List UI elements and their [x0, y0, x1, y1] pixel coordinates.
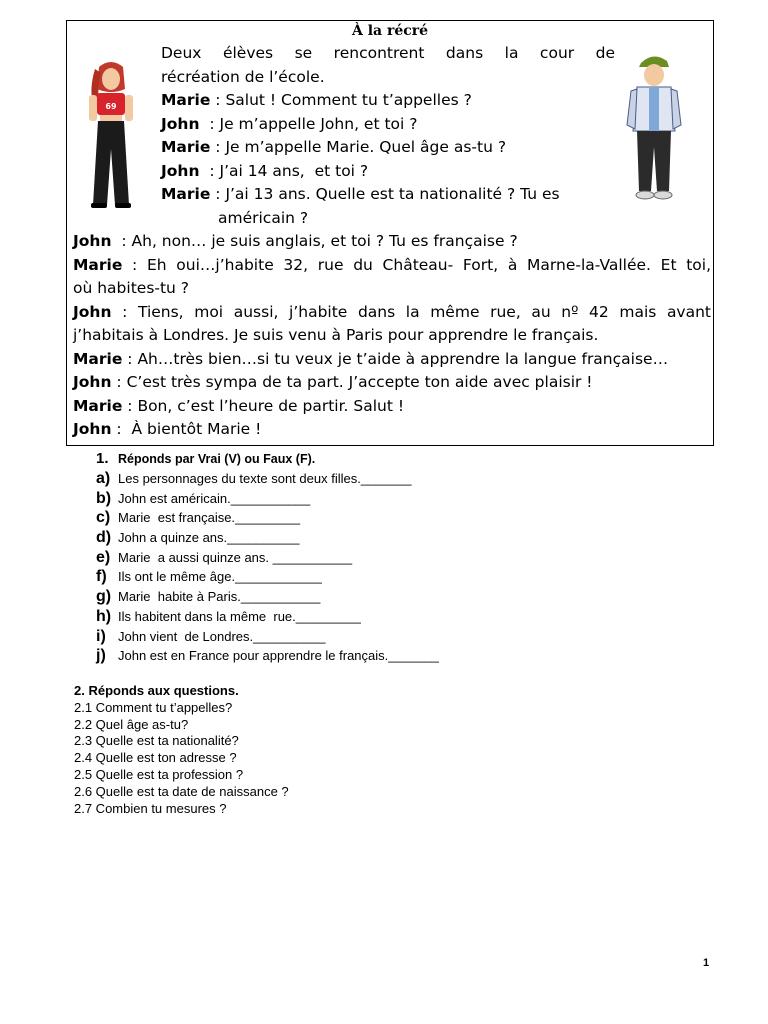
- page-number: 1: [703, 957, 710, 969]
- question-item: 2.4 Quelle est ton adresse ?: [74, 750, 237, 766]
- true-false-section: [96, 450, 439, 667]
- true-false-item: f) Ils ont le même âge.____________: [96, 568, 322, 586]
- dialogue-box: [66, 20, 714, 446]
- girl-shirt-number: 69: [105, 102, 117, 111]
- true-false-item: d) John a quinze ans.__________: [96, 529, 300, 547]
- dialogue-line: Marie : J’ai 13 ans. Quelle est ta nationalité ? Tu es: [161, 185, 560, 203]
- question-item: 2.2 Quel âge as-tu?: [74, 716, 189, 732]
- true-false-item: j) John est en France pour apprendre le français._______: [96, 647, 439, 665]
- girl-illustration: [85, 59, 137, 209]
- true-false-item: b) John est américain.___________: [96, 489, 311, 507]
- question-item: 2.7 Combien tu mesures ?: [74, 800, 227, 816]
- section-2-heading: 2. Réponds aux questions.: [74, 683, 239, 698]
- dialogue-line: Marie : Eh oui…j’habite 32, rue du Château- Fort, à Marne-la-Vallée. Et toi,: [73, 255, 712, 274]
- dialogue-line-continuation: où habites-tu ?: [73, 279, 190, 297]
- boy-trousers: [637, 131, 671, 191]
- girl-trousers: [93, 121, 129, 205]
- dialogue-line: Marie : Ah…très bien…si tu veux je t’aide à apprendre la langue française…: [73, 349, 669, 368]
- true-false-item: h) Ils habitent dans la même rue._________: [96, 607, 361, 625]
- question-item: 2.5 Quelle est ta profession ?: [74, 766, 244, 782]
- girl-face: [102, 68, 120, 90]
- true-false-item: g) Marie habite à Paris.___________: [96, 588, 321, 606]
- section-1-heading: 1. Réponds par Vrai (V) ou Faux (F).: [96, 450, 316, 467]
- dialogue-line-continuation: j’habitais à Londres. Je suis venu à Paris pour apprendre le français.: [73, 326, 599, 344]
- true-false-item: i) John vient de Londres.__________: [96, 627, 326, 645]
- dialogue-line: John : Je m’appelle John, et toi ?: [161, 114, 418, 133]
- true-false-item: c) Marie est française._________: [96, 509, 301, 527]
- dialogue-title: À la récré: [351, 23, 429, 39]
- dialogue-line: John : Ah, non… je suis anglais, et toi ? Tu es française ?: [73, 232, 518, 250]
- question-item: 2.3 Quelle est ta nationalité?: [74, 733, 239, 749]
- true-false-item: e) Marie a aussi quinze ans. ___________: [96, 548, 353, 566]
- dialogue-line: Marie : Bon, c’est l’heure de partir. Salut !: [73, 396, 405, 415]
- dialogue-line: Marie : Salut ! Comment tu t’appelles ?: [161, 91, 472, 109]
- dialogue-line: John : Tiens, moi aussi, j’habite dans la même rue, au nº 42 mais avant: [73, 302, 712, 321]
- dialogue-line: John : C’est très sympa de ta part. J’accepte ton aide avec plaisir !: [73, 373, 593, 391]
- dialogue-line: John : J’ai 14 ans, et toi ?: [161, 161, 369, 180]
- intro-line-1: Deux élèves se rencontrent dans la cour de: [161, 44, 615, 62]
- dialogue-line: Marie : Je m’appelle Marie. Quel âge as-tu ?: [161, 138, 507, 156]
- question-item: 2.1 Comment tu t’appelles?: [74, 699, 233, 715]
- intro-line-2: récréation de l’école.: [161, 67, 325, 86]
- questions-section: [74, 683, 289, 817]
- boy-face: [644, 64, 664, 86]
- boy-illustration: [623, 51, 685, 201]
- dialogue-line-continuation: américain ?: [218, 208, 309, 227]
- true-false-item: a) Les personnages du texte sont deux filles._______: [96, 470, 412, 487]
- dialogue-line: John : À bientôt Marie !: [73, 420, 262, 438]
- question-item: 2.6 Quelle est ta date de naissance ?: [74, 783, 289, 799]
